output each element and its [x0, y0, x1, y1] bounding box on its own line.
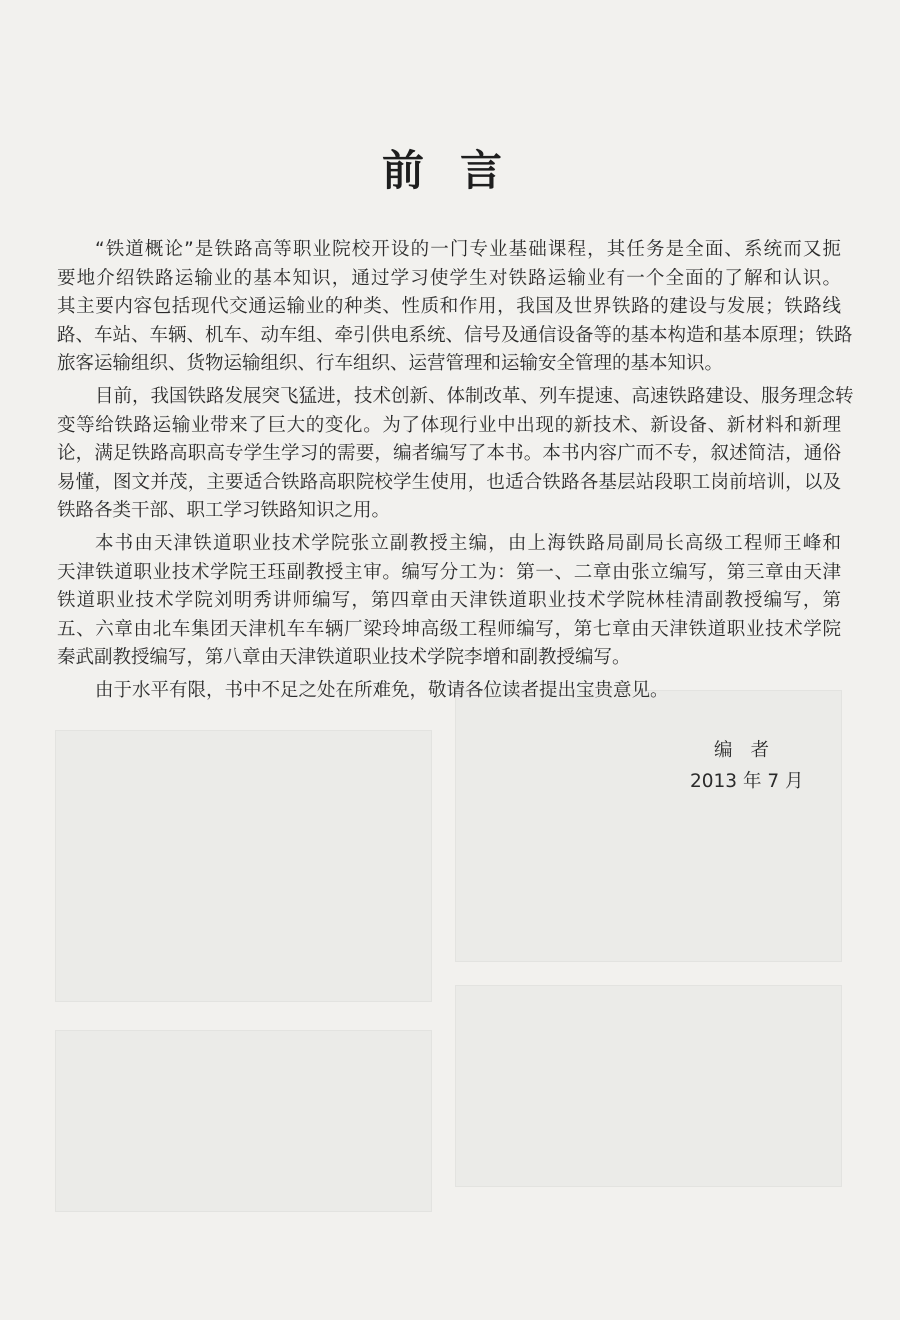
page-title: 前言: [381, 146, 538, 195]
text-line: 天津铁道职业技术学院王珏副教授主审。编写分工为：第一、二章由张立编写，第三章由天津: [57, 561, 841, 583]
text-line: “铁道概论”是铁路高等职业院校开设的一门专业基础课程，其任务是全面、系统而又扼: [95, 239, 841, 260]
show-through-left: [55, 730, 432, 1002]
text-line: 铁路各类干部、职工学习铁路知识之用。: [57, 500, 391, 522]
text-line: 旅客运输组织、货物运输组织、行车组织、运营管理和运输安全管理的基本知识。: [57, 353, 724, 375]
author-signature: 编者: [714, 740, 788, 761]
text-line: 由于水平有限，书中不足之处在所难免，敬请各位读者提出宝贵意见。: [95, 679, 669, 701]
paragraph-3: [57, 530, 841, 673]
paragraph-4: [57, 677, 841, 706]
paragraph-2: [57, 383, 854, 526]
paragraph-1: [57, 236, 853, 379]
text-line: 变等给铁路运输业带来了巨大的变化。为了体现行业中出现的新技术、新设备、新材料和新理: [57, 414, 841, 436]
preface-date: 2013 年 7 月: [690, 771, 804, 792]
show-through-left-2: [55, 1030, 432, 1212]
text-line: 五、六章由北车集团天津机车车辆厂梁玲坤高级工程师编写，第七章由天津铁道职业技术学院: [57, 618, 841, 640]
text-line: 路、车站、车辆、机车、动车组、牵引供电系统、信号及通信设备等的基本构造和基本原理；铁路: [57, 324, 853, 346]
text-line: 要地介绍铁路运输业的基本知识，通过学习使学生对铁路运输业有一个全面的了解和认识。: [57, 267, 841, 289]
text-line: 易懂，图文并茂，主要适合铁路高职院校学生使用，也适合铁路各基层站段职工岗前培训，以及: [57, 471, 841, 493]
text-line: 目前，我国铁路发展突飞猛进，技术创新、体制改革、列车提速、高速铁路建设、服务理念转: [95, 385, 854, 407]
text-line: 本书由天津铁道职业技术学院张立副教授主编，由上海铁路局副局长高级工程师王峰和: [95, 532, 841, 554]
text-line: 铁道职业技术学院刘明秀讲师编写，第四章由天津铁道职业技术学院林桂清副教授编写，第: [57, 590, 841, 612]
show-through-right-2: [455, 985, 842, 1187]
text-line: 秦武副教授编写，第八章由天津铁道职业技术学院李增和副教授编写。: [57, 647, 631, 669]
preface-body: [57, 236, 854, 710]
text-line: 其主要内容包括现代交通运输业的种类、性质和作用，我国及世界铁路的建设与发展；铁路线: [57, 296, 841, 318]
show-through-right: [455, 690, 842, 962]
text-line: 论，满足铁路高职高专学生学习的需要，编者编写了本书。本书内容广而不专，叙述简洁，通俗: [57, 443, 841, 465]
